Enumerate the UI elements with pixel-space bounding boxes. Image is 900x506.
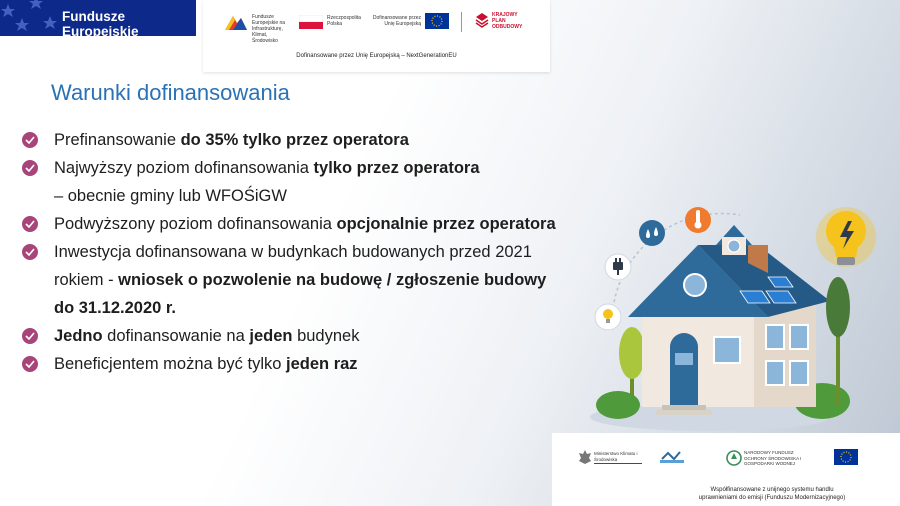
list-item: [22, 154, 622, 182]
list-item-continuation: [22, 294, 622, 322]
thermometer-icon: [685, 207, 711, 233]
page-title: Warunki dofinansowania: [51, 80, 290, 105]
item-text: – obecnie gminy lub WFOŚiGW: [54, 187, 287, 205]
item-emphasis: do 35% tylko przez operatora: [180, 131, 409, 149]
check-icon: [22, 216, 38, 232]
item-text: dofinansowanie na: [102, 327, 250, 345]
item-emphasis: tylko przez operatora: [313, 159, 480, 177]
nfos-logo-text: NARODOWY FUNDUSZ OCHRONY ŚRODOWISKA I GOSPODARKI WODNEJ: [744, 450, 802, 466]
ministry-logo-text: Ministerstwo Klimatu i Środowiska: [594, 451, 638, 462]
item-text: Najwyższy poziom dofinansowania: [54, 159, 314, 177]
item-text: Inwestycja dofinansowana w budynkach budowanych przed 2021: [54, 243, 532, 261]
item-emphasis: Jedno: [54, 327, 103, 345]
eu-flag-icon: [425, 13, 449, 29]
eu-flag-icon: [834, 449, 858, 465]
caption-line: uprawnieniami do emisji (Funduszu Modernizacyjnego): [698, 495, 846, 501]
check-icon: [22, 160, 38, 176]
logo-divider: [461, 12, 462, 32]
rp-logo-text: Rzeczpospolita Polska: [327, 15, 361, 27]
list-item-continuation: [22, 182, 622, 210]
water-drop-icon: [639, 220, 665, 246]
eu-funding-logo-text: Dofinansowane przez Unię Europejską: [372, 15, 421, 27]
check-icon: [22, 328, 38, 344]
list-item: [22, 350, 622, 378]
check-icon: [22, 132, 38, 148]
caption-line: Współfinansowane z unijnego systemu handlu: [710, 487, 834, 493]
item-emphasis: jeden raz: [286, 355, 358, 373]
ministry-eagle-icon: [578, 449, 592, 465]
list-item: [22, 126, 622, 154]
kpo-icon: [475, 12, 489, 30]
item-emphasis: do 31.12.2020 r.: [54, 299, 177, 317]
poland-flag-icon: [299, 15, 323, 29]
house-illustration: [590, 205, 880, 435]
item-text: Prefinansowanie: [54, 131, 181, 149]
check-icon: [22, 244, 38, 260]
list-item-continuation: [22, 266, 622, 294]
plug-icon: [605, 254, 631, 280]
fe-program-logo-text: Fundusze Europejskie na Infrastrukturę, Klimat, Środowisko: [252, 14, 286, 44]
bottom-caption: [652, 486, 892, 502]
ministry-divider: [594, 463, 642, 464]
list-item: [22, 322, 622, 350]
conditions-list: [22, 126, 622, 378]
eu-stars-icon: [0, 0, 62, 36]
top-caption: Dofinansowane przez Unię Europejską – NextGenerationEU: [296, 53, 457, 59]
kpo-logo-text: KRAJOWY PLAN ODBUDOWY: [492, 12, 523, 30]
item-text: Beneficjentem można być tylko: [54, 355, 287, 373]
eu-badge-label: Fundusze Europejskie: [62, 9, 139, 39]
item-emphasis: opcjonalnie przez operatora: [336, 215, 556, 233]
nfos-icon: [726, 450, 742, 466]
bulb-icon: [595, 304, 621, 330]
lightbulb-icon: [816, 207, 876, 267]
item-text: budynek: [292, 327, 360, 345]
funding-logos-bar: [203, 0, 550, 72]
list-item: [22, 210, 622, 238]
fe-program-icon: [223, 14, 249, 32]
item-text: rokiem -: [54, 271, 119, 289]
cofunding-logos-bar: [552, 433, 900, 506]
check-icon: [22, 356, 38, 372]
list-item: [22, 238, 622, 266]
item-emphasis: wniosek o pozwolenie na budowę / zgłoszenie budowy: [118, 271, 547, 289]
green-houses-icon: [660, 449, 684, 463]
eu-funds-badge: [0, 0, 196, 39]
item-emphasis: jeden: [249, 327, 293, 345]
item-text: Podwyższony poziom dofinansowania: [54, 215, 337, 233]
